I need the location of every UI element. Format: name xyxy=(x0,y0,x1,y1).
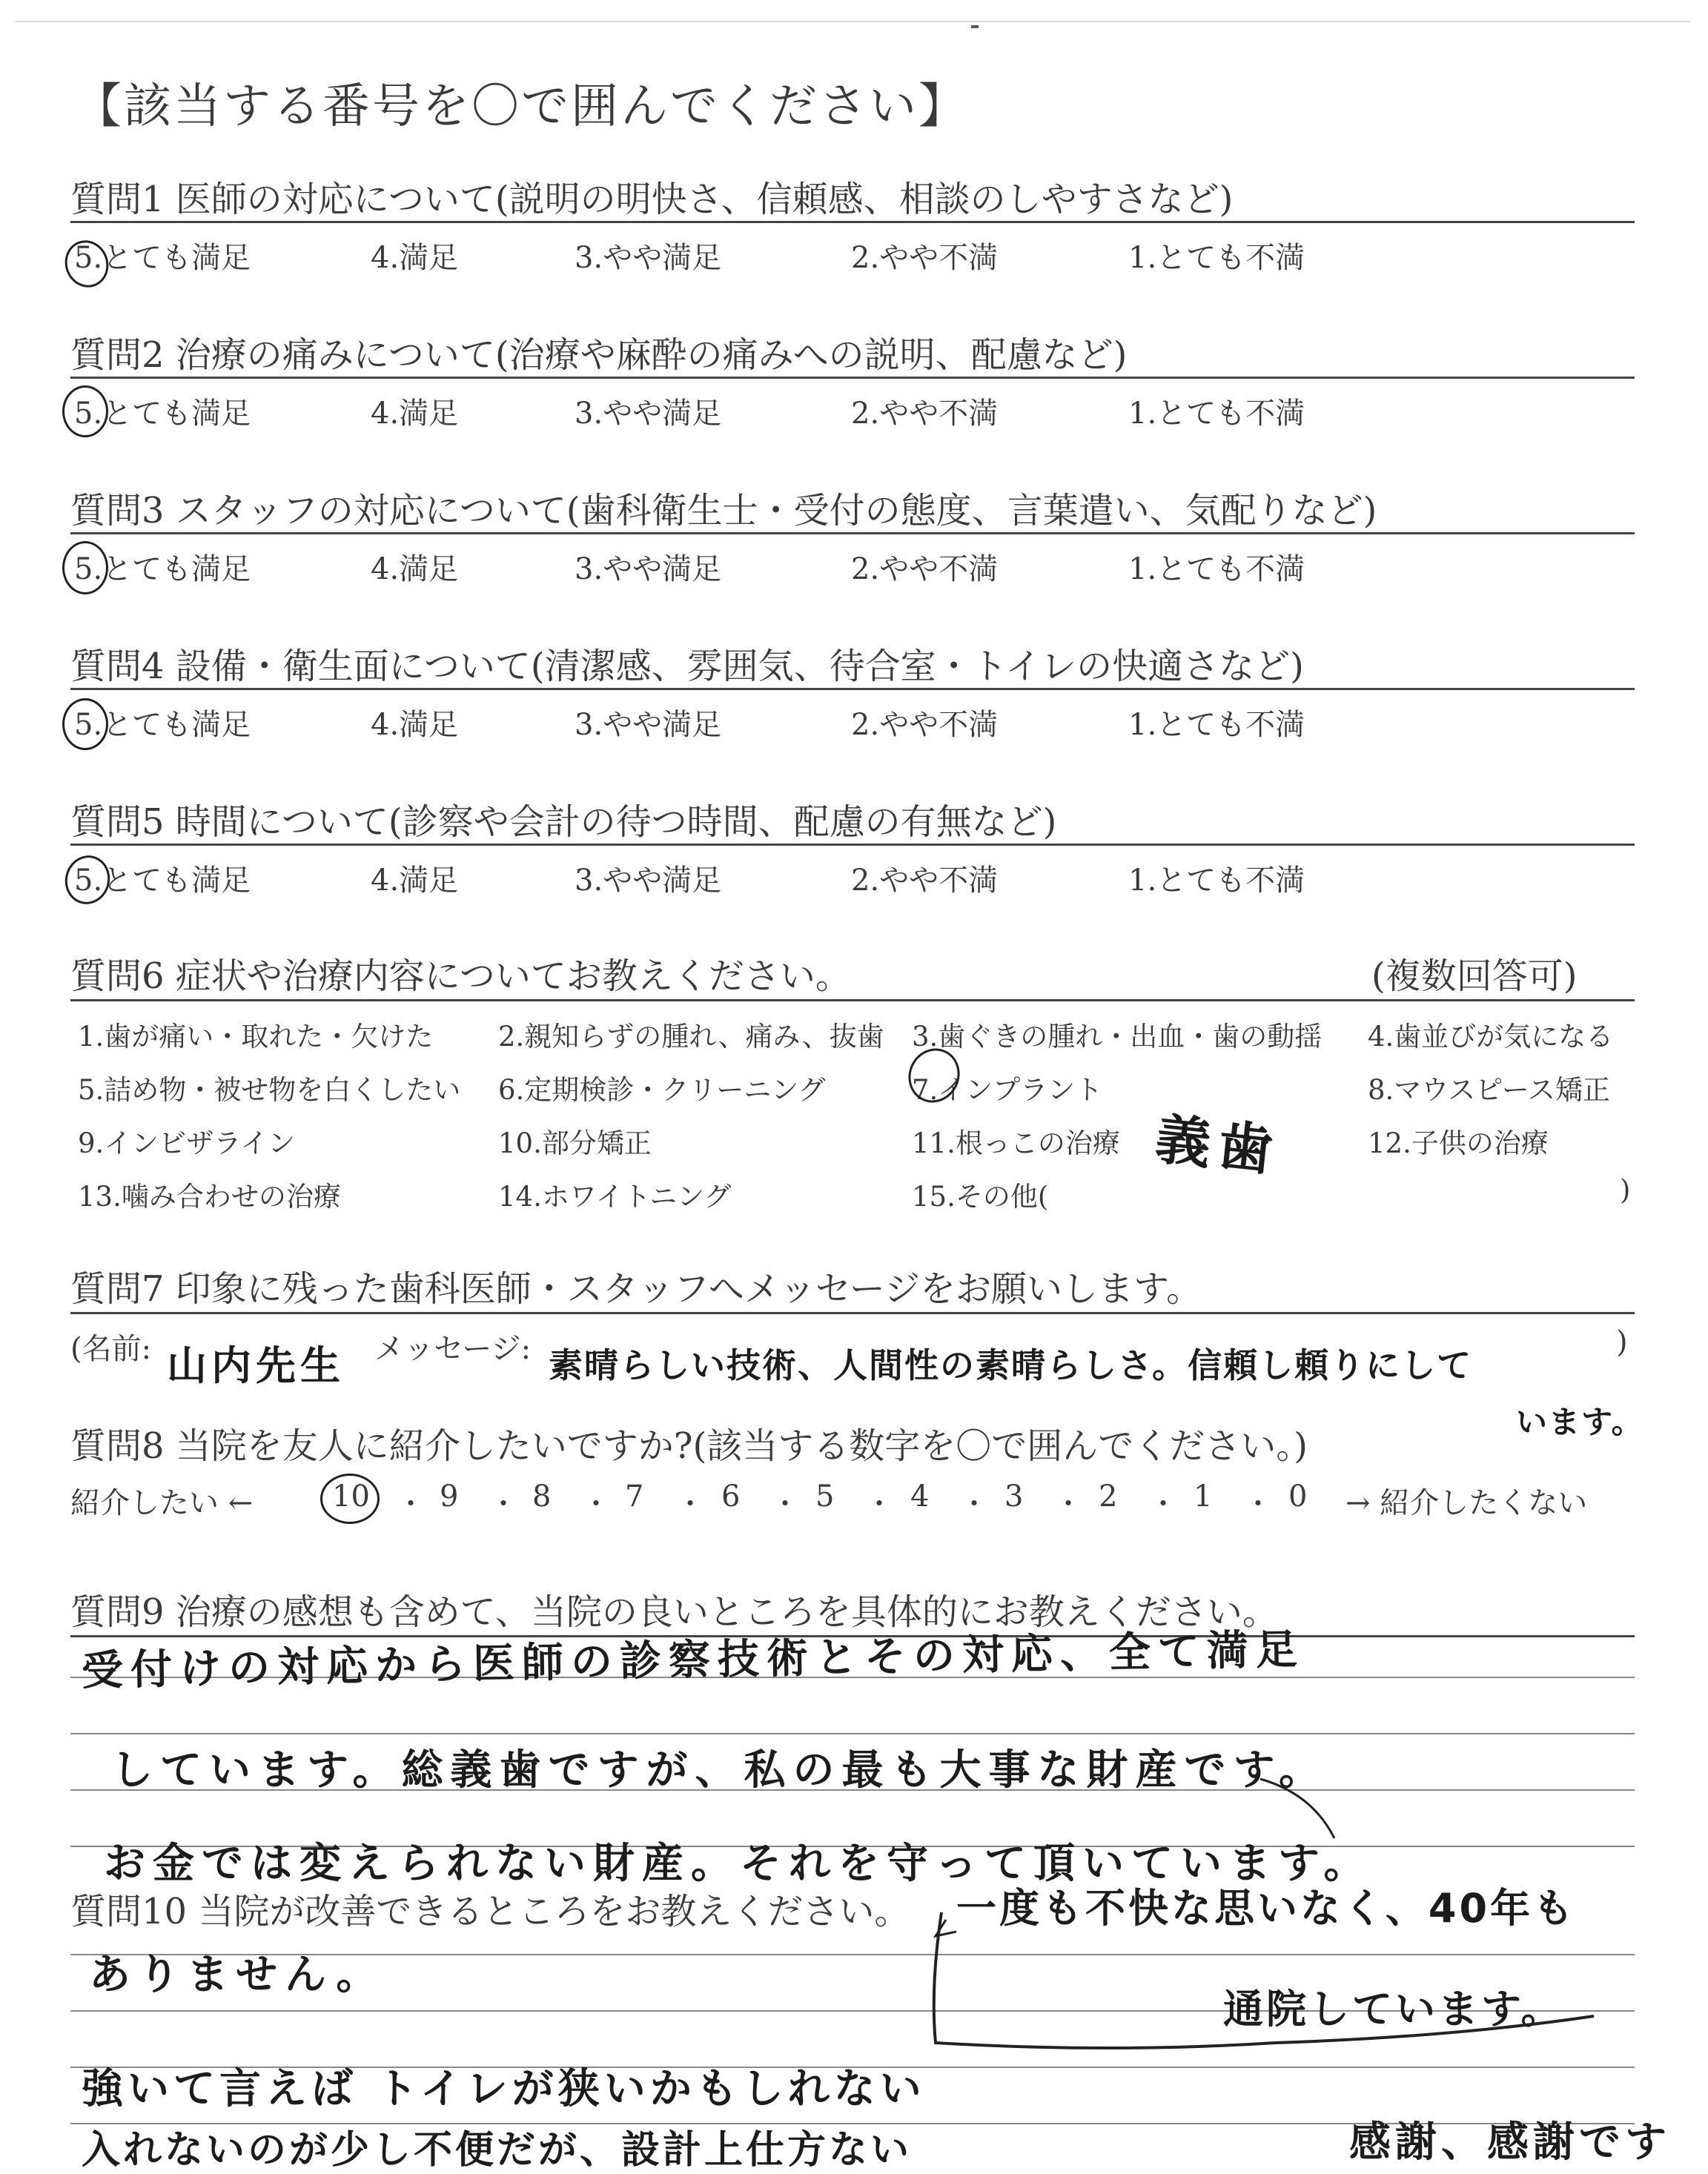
q6-item-14[interactable]: 14.ホワイトニング xyxy=(498,1181,732,1213)
q2-option-4[interactable]: 4.満足 xyxy=(371,397,459,431)
q5-option-3[interactable]: 3.やや満足 xyxy=(575,864,722,898)
q3-option-4[interactable]: 4.満足 xyxy=(371,552,459,586)
question-5-label: 質問5 時間について(診察や会計の待つ時間、配慮の有無など) xyxy=(70,801,1057,843)
q9-handwritten-line2: しています。総義歯ですが、私の最も大事な財産です。 xyxy=(111,1746,1328,1794)
q6-item-6[interactable]: 6.定期検診・クリーニング xyxy=(498,1074,826,1106)
q5-option-2[interactable]: 2.やや不満 xyxy=(851,864,999,898)
q6-item-4[interactable]: 4.歯並びが気になる xyxy=(1368,1021,1614,1053)
q4-option-1[interactable]: 1.とても不満 xyxy=(1128,708,1305,742)
q2-option-1[interactable]: 1.とても不満 xyxy=(1128,397,1305,431)
q4-option-2[interactable]: 2.やや不満 xyxy=(851,708,999,742)
q10-handwritten-side-line1: 一度も不快な思いなく、40年も xyxy=(956,1885,1577,1932)
q3-option-5[interactable]: 5.とても満足 xyxy=(74,552,251,586)
q8-separator: ・ xyxy=(582,1488,611,1520)
q8-num-0[interactable]: 0 xyxy=(1288,1479,1308,1514)
q6-item-11[interactable]: 11.根っこの治療 xyxy=(912,1127,1120,1159)
q1-option-2[interactable]: 2.やや不満 xyxy=(851,241,999,275)
q2-option-3[interactable]: 3.やや満足 xyxy=(575,397,722,431)
q8-num-5[interactable]: 5 xyxy=(815,1479,835,1514)
q7-message-label: メッセージ: xyxy=(374,1332,532,1366)
q8-right-label: → 紹介したくない xyxy=(1345,1486,1588,1520)
question-3-label: 質問3 スタッフの対応について(歯科衛生士・受付の態度、言葉遣い、気配りなど) xyxy=(70,490,1377,531)
q10-handwritten-side-line2: 通院しています。 xyxy=(1223,1986,1564,2032)
q6-item-3[interactable]: 3.歯ぐきの腫れ・出血・歯の動揺 xyxy=(912,1021,1323,1053)
q10-handwritten-line3: 入れないのが少し不便だが、設計上仕方ない xyxy=(82,2128,913,2173)
q5-option-4[interactable]: 4.満足 xyxy=(371,864,459,898)
q8-separator: ・ xyxy=(1244,1488,1273,1520)
question-8-label: 質問8 当院を友人に紹介したいですか?(該当する数字を〇で囲んでください。) xyxy=(70,1425,1308,1467)
q6-item-12[interactable]: 12.子供の治療 xyxy=(1368,1127,1549,1159)
q6-item-8[interactable]: 8.マウスピース矯正 xyxy=(1368,1074,1610,1106)
q4-option-3[interactable]: 3.やや満足 xyxy=(575,708,722,742)
q8-separator: ・ xyxy=(489,1488,518,1520)
q8-num-10[interactable]: 10 xyxy=(332,1479,370,1514)
q8-separator: ・ xyxy=(960,1488,989,1520)
q7-name-label: (名前: xyxy=(70,1332,152,1366)
q10-handwritten-thanks: 感謝、感謝です xyxy=(1349,2118,1671,2167)
q8-separator: ・ xyxy=(771,1488,800,1520)
q8-num-1[interactable]: 1 xyxy=(1194,1479,1213,1514)
q6-item-5[interactable]: 5.詰め物・被せ物を白くしたい xyxy=(78,1074,461,1106)
q9-handwritten-line3: お金では変えられない財産。それを守って頂いています。 xyxy=(104,1840,1373,1888)
q6-item-10[interactable]: 10.部分矯正 xyxy=(498,1127,652,1159)
q8-separator: ・ xyxy=(865,1488,894,1520)
q3-option-1[interactable]: 1.とても不満 xyxy=(1128,552,1305,586)
q2-option-2[interactable]: 2.やや不満 xyxy=(851,397,999,431)
q5-option-1[interactable]: 1.とても不満 xyxy=(1128,864,1305,898)
question-2-label: 質問2 治療の痛みについて(治療や麻酔の痛みへの説明、配慮など) xyxy=(70,334,1128,376)
q6-item-9[interactable]: 9.インビザライン xyxy=(78,1127,296,1159)
q9-handwritten-line1: 受付けの対応から医師の診察技術とその対応、全て満足 xyxy=(81,1625,1305,1695)
question-7-label: 質問7 印象に残った歯科医師・スタッフへメッセージをお願いします。 xyxy=(70,1268,1202,1310)
q6-handwritten-denture: 義歯 xyxy=(1152,1107,1283,1184)
q3-option-3[interactable]: 3.やや満足 xyxy=(575,552,722,586)
q8-separator: ・ xyxy=(397,1488,426,1520)
question-10-label: 質問10 当院が改善できるところをお教えください。 xyxy=(70,1891,910,1932)
q5-option-5[interactable]: 5.とても満足 xyxy=(74,864,251,898)
question-9-label: 質問9 治療の感想も含めて、当院の良いところを具体的にお教えください。 xyxy=(70,1591,1278,1633)
q7-handwritten-name: 山内先生 xyxy=(167,1342,345,1389)
q1-option-1[interactable]: 1.とても不満 xyxy=(1128,241,1305,275)
q6-item-7[interactable]: 7.インプラント xyxy=(912,1074,1103,1106)
q8-num-9[interactable]: 9 xyxy=(440,1479,459,1514)
question-6-note: (複数回答可) xyxy=(1371,955,1578,997)
q7-close-paren: ) xyxy=(1616,1325,1628,1359)
q6-item-13[interactable]: 13.噛み合わせの治療 xyxy=(78,1181,341,1213)
question-6-label: 質問6 症状や治療内容についてお教えください。 xyxy=(70,955,851,997)
q6-item-15-close: ) xyxy=(1620,1174,1631,1206)
q4-option-4[interactable]: 4.満足 xyxy=(371,708,459,742)
q1-option-4[interactable]: 4.満足 xyxy=(371,241,459,275)
q8-num-8[interactable]: 8 xyxy=(532,1479,552,1514)
q8-separator: ・ xyxy=(1149,1488,1178,1520)
q8-num-2[interactable]: 2 xyxy=(1099,1479,1118,1514)
q7-handwritten-message-line1: 素晴らしい技術、人間性の素晴らしさ。信頼し頼りにして xyxy=(549,1345,1473,1385)
q8-num-4[interactable]: 4 xyxy=(910,1479,930,1514)
q8-num-6[interactable]: 6 xyxy=(721,1479,741,1514)
q8-separator: ・ xyxy=(676,1488,705,1520)
instructions-header: 【該当する番号を〇で囲んでください】 xyxy=(74,79,968,134)
question-4-label: 質問4 設備・衛生面について(清潔感、雰囲気、待合室・トイレの快適さなど) xyxy=(70,646,1304,687)
q2-option-5[interactable]: 5.とても満足 xyxy=(74,397,251,431)
q6-item-2[interactable]: 2.親知らずの腫れ、痛み、抜歯 xyxy=(498,1021,884,1053)
q8-separator: ・ xyxy=(1054,1488,1083,1520)
q7-handwritten-message-line2: います。 xyxy=(1516,1404,1644,1440)
q6-item-1[interactable]: 1.歯が痛い・取れた・欠けた xyxy=(78,1021,434,1053)
q1-option-5[interactable]: 5.とても満足 xyxy=(74,241,251,275)
q1-option-3[interactable]: 3.やや満足 xyxy=(575,241,722,275)
q8-left-label: 紹介したい ← xyxy=(70,1486,254,1520)
q10-handwritten-line1: ありません。 xyxy=(89,1951,385,1999)
q8-num-7[interactable]: 7 xyxy=(625,1479,644,1514)
q4-option-5[interactable]: 5.とても満足 xyxy=(74,708,251,742)
question-1-label: 質問1 医師の対応について(説明の明快さ、信頼感、相談のしやすさなど) xyxy=(70,179,1234,220)
q8-num-3[interactable]: 3 xyxy=(1004,1479,1024,1514)
q10-handwritten-line2: 強いて言えば トイレが狭いかもしれない xyxy=(82,2065,926,2113)
q6-item-15[interactable]: 15.その他( xyxy=(912,1181,1049,1213)
q3-option-2[interactable]: 2.やや不満 xyxy=(851,552,999,586)
